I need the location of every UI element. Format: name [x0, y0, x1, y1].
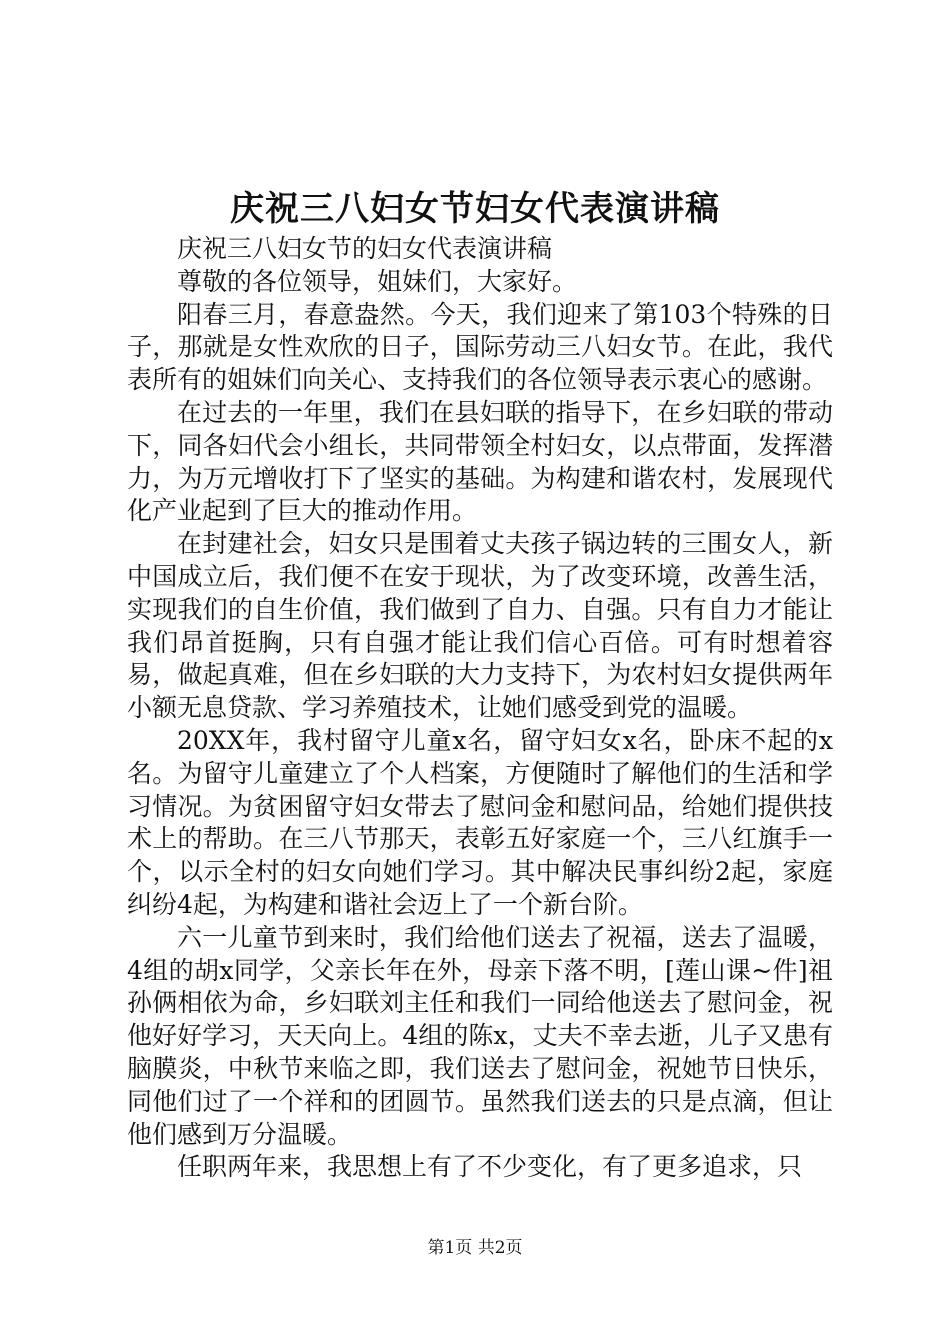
paragraph: 阳春三月，春意盎然。今天，我们迎来了第103个特殊的日子，那就是女性欢欣的日子，国际劳动三八妇女节。在此，我代表所有的姐妹们向关心、支持我们的各位领导表示衷心的感谢。 — [127, 299, 833, 395]
paragraph-subtitle: 庆祝三八妇女节的妇女代表演讲稿 — [177, 234, 553, 263]
paragraph-greeting: 尊敬的各位领导，姐妹们，大家好。 — [177, 266, 578, 296]
document-title: 庆祝三八妇女节妇女代表演讲稿 — [230, 189, 720, 229]
document-body — [127, 233, 833, 1184]
paragraph: 在过去的一年里，我们在县妇联的指导下，在乡妇联的带动下，同各妇代会小组长，共同带领全村妇女，以点带面，发挥潜力，为万元增收打下了坚实的基础。为构建和谐农村，发展现代化产业起到了巨大的推动作用。 — [127, 397, 833, 526]
paragraph: 任职两年来，我思想上有了不少变化，有了更多追求，只 — [177, 1152, 803, 1182]
paragraph: 在封建社会，妇女只是围着丈夫孩子锅边转的三围女人，新中国成立后，我们便不在安于现状，为了改变环境，改善生活，实现我们的自生价值，我们做到了自力、自强。只有自力才能让我们昂首挺胸，只有自强才能让我们信心百倍。可有时想着容易，做起真难，但在乡妇联的大力支持下，为农村妇女提供两年小额无息贷款、学习养殖技术，让她们感受到党的温暖。 — [127, 529, 833, 723]
paragraph: 六一儿童节到来时，我们给他们送去了祝福，送去了温暖，4组的胡x同学，父亲长年在外，母亲下落不明，[莲山课~件]祖孙俩相依为命，乡妇联刘主任和我们一同给他送去了慰问金，祝他好好学习，天天向上。4组的陈x，丈夫不幸去逝，儿子又患有脑膜炎，中秋节来临之即，我们送去了慰问金，祝她节日快乐，同他们过了一个祥和的团圆节。虽然我们送去的只是点滴，但让他们感到万分温暖。 — [127, 922, 833, 1149]
paragraph: 20XX年，我村留守儿童x名，留守妇女x名，卧床不起的x名。为留守儿童建立了个人档案，方便随时了解他们的生活和学习情况。为贫困留守妇女带去了慰问金和慰问品，给她们提供技术上的帮助。在三八节那天，表彰五好家庭一个，三八红旗手一个，以示全村的妇女向她们学习。其中解决民事纠纷2起，家庭纠纷4起，为构建和谐社会迈上了一个新台阶。 — [127, 725, 833, 919]
page-number-footer: 第1页 共2页 — [427, 1238, 523, 1258]
